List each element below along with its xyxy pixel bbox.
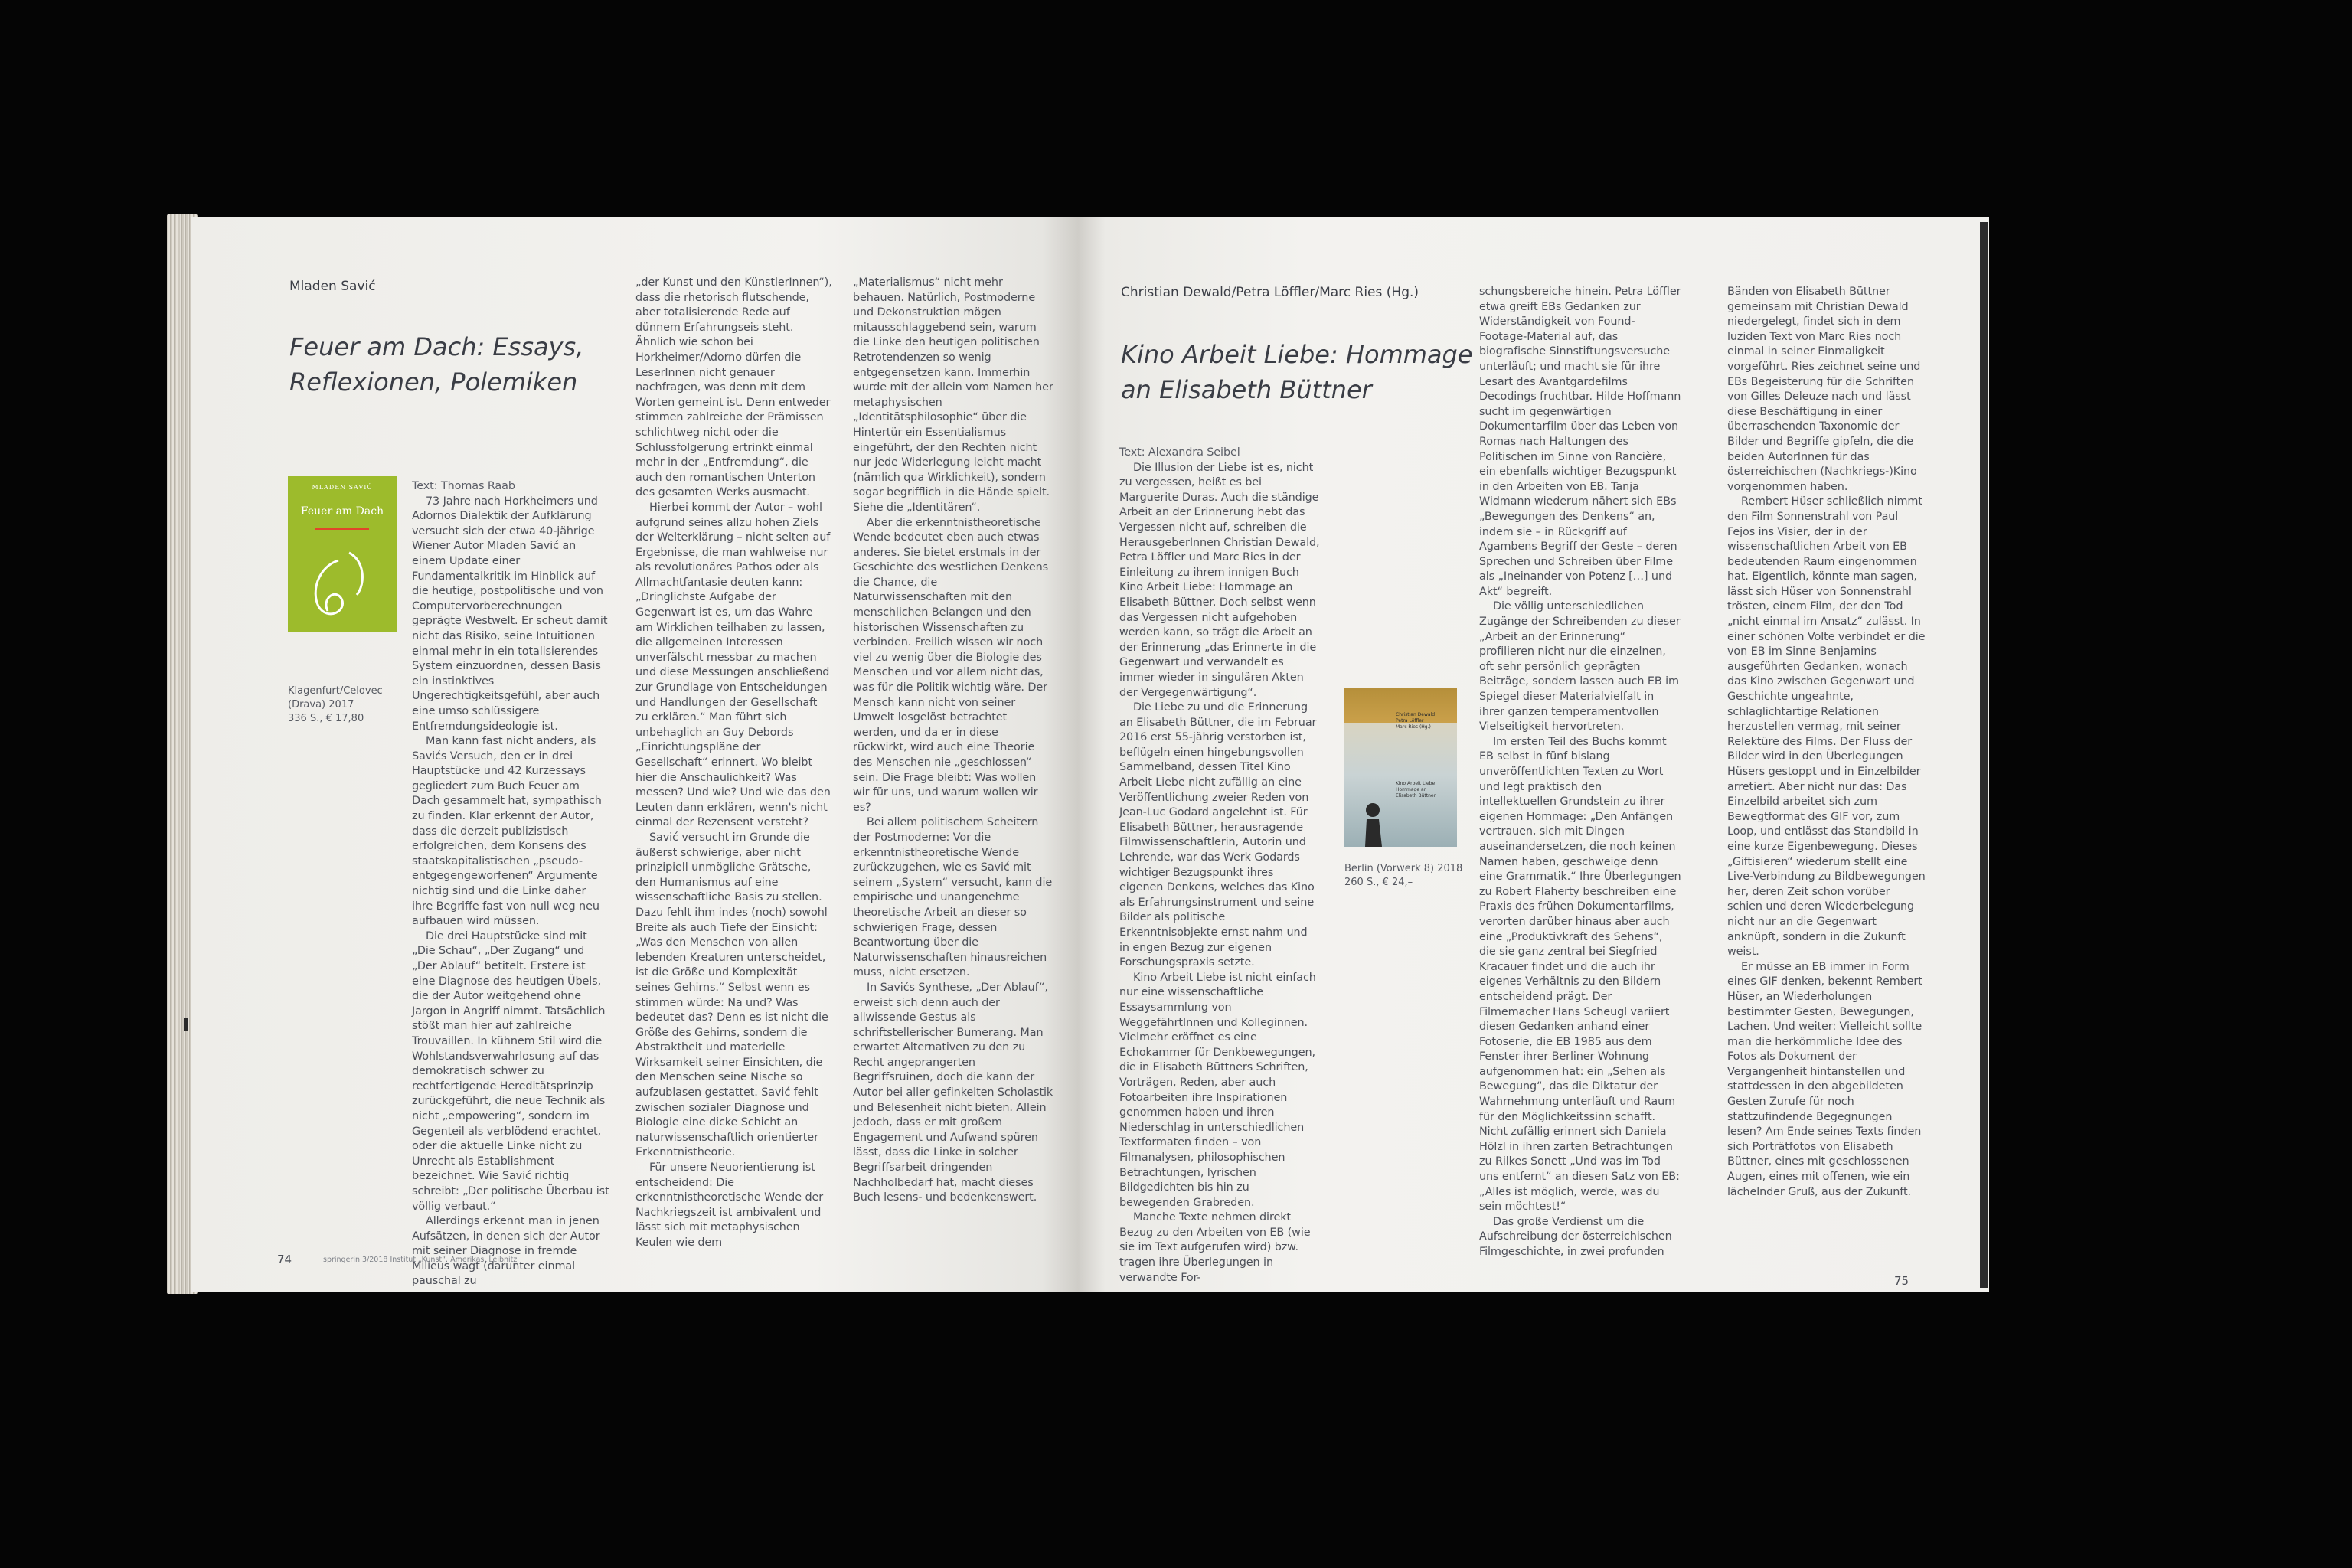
paragraph: Rembert Hüser schließlich nimmt den Film Sonnenstrahl von Paul Fejos ins Visier, der in der wissenschaftlichen Arbeit von EB bedeutenden Raum eingenommen hat. Eigentlich, könnte man sagen, lässt sich Hüser von Sonnenstrahl trösten, einem Film, der den Tod „nicht einmal im Ansatz“ zulässt. In einer schönen Volte verbindet er die von EB im Sinne Benjamins ausgeführten Gedanken, wonach das Kino zwischen Gegenwart und Geschichte ungeahnte, schlaglichtartige Relationen herzustellen vermag, mit seiner Relektüre des Films. Der Fluss der Bilder wird in den Überlegungen Hüsers gestoppt und in Einzelbilder arretiert. Aber nicht nur das: Das Einzelbild arbeitet sich zum Bewegtformat des GIF vor, zum Loop, und entlässt das Standbild in eine kurze Eigenbewegung. Dieses „Giftisieren“ wiederum stellt eine Live-Verbindung zu Bildbewegungen her, deren Zeit schon vorüber schien und deren Wiederbelegung nicht nur an die Gegenwart anknüpft, sondern in die Zukunft weist. [1727,495,1926,959]
review-author-left: Mladen Savić [289,279,376,294]
review-title-left-line1: Feuer am Dach: Essays, [289,332,584,361]
paragraph: In Savićs Synthese, „Der Ablauf“, erweist sich denn auch der allwissende Gestus als schriftstellerischer Bumerang. Man erwartet Alternativen zu den zu Recht angeprangerten Begriffsruinen, doch die kann der Autor bei aller gefinkelten Scholastik und Belesenheit nicht bieten. Allein jedoch, dass er mit großem Engagement und Aufwand spüren lässt, dass die Linke in solcher Begriffsarbeit dringenden Nachholbedarf hat, macht dieses Buch lesens- und bedenkenswert. [853,981,1054,1204]
cover-author: MLADEN SAVIĆ [312,484,373,491]
review-title-left [289,329,583,400]
page-tab-mark [184,1018,188,1031]
paragraph: Die völlig unterschiedlichen Zugänge der Schreibenden zu dieser „Arbeit an der Erinnerung“ profilieren nicht nur die einzelnen, oft sehr persönlich geprägten Beiträge, sondern lassen auch EB im Spiegel dieser Materialvielfalt in ihrer ganzen temperamentvollen Vielseitigkeit hervortreten. [1479,600,1681,733]
paragraph: Allerdings erkennt man in jenen Aufsätzen, in denen sich der Autor mit seiner Diagnose in fremde Milieus wagt (darunter einmal pauschal zu [412,1215,600,1288]
caption-line: 260 S., € 24,– [1344,877,1413,888]
paragraph: Im ersten Teil des Buchs kommt EB selbst in fünf bislang unveröffentlichten Texten zu Wort und legt praktisch den intellektuellen Grundstein zu ihrer eigenen Hommage: „Den Anfängen vertrauen, sich mit Dingen auseinandersetzen, die noch keinen Namen haben, geschweige denn eine Grammatik.“ Ihre Überlegungen zu Robert Flaherty beschreiben eine Praxis des frühen Dokumentarfilms, verorten darüber hinaus aber auch eine „Produktivkraft des Sehens“, die sie ganz zentral bei Siegfried Kracauer findet und die auch ihr eigenes Verhältnis zu den Bildern entscheidend prägt. Der Filmemacher Hans Scheugl variiert diesen Gedanken anhand einer Fotoserie, die EB 1985 aus dem Fenster ihrer Berliner Wohnung aufgenommen hat: ein „Sehen als Bewegung“, das die Diktatur der Wahrnehmung unterläuft und Raum für den Möglichkeitssinn schafft. Nicht zufällig erinnert sich Daniela Hölzl in ihren zarten Betrachtungen zu Rilkes Sonett „Und was im Tod uns entfernt“ an diesen Satz von EB: „Alles ist möglich, werde, was du sein möchtest!“ [1479,735,1681,1214]
caption-line: Klagenfurt/Celovec [288,685,383,697]
page-number-left: 74 [277,1253,292,1266]
caption-line: (Drava) 2017 [288,699,354,710]
paragraph: Die drei Hauptstücke sind mit „Die Schau“, „Der Zugang“ und „Der Ablauf“ betitelt. Erstere ist eine Diagnose des heutigen Übels, die der Autor weitgehend ohne Jargon in Angriff nimmt. Tatsächlich stößt man hier auf zahlreiche Trouvaillen. In kühnem Stil wird die Wohlstandsverwahrlosung auf das demokratisch schwer zu rechtfertigende Hereditätsprinzip zurückgeführt, die neue Technik als nicht „empowering“, sondern im Gegenteil als verblödend erachtet, oder die aktuelle Linke nicht zu Unrecht als Establishment bezeichnet. Wie Savić richtig schreibt: „Der politische Überbau ist völlig verbaut.“ [412,929,609,1213]
review-title-right [1121,337,1473,407]
cover-line: Elisabeth Büttner [1396,793,1436,799]
cover-figure-icon [1344,688,1457,847]
paragraph: Aber die erkenntnistheoretische Wende bedeutet eben auch etwas anderes. Sie bietet erstmals in der Geschichte des westlichen Denkens die Chance, die Naturwissenschaften mit den menschlichen Belangen und den historischen Wissenschaften zu verbinden. Freilich wissen wir noch viel zu wenig über die Biologie des Menschen und vor allem nicht das, was für die Politik wichtig wäre. Der Mensch kann nicht von seiner Umwelt losgelöst betrachtet werden, und da er in diese rückwirkt, wird auch eine Theorie des Menschen nie „geschlossen“ sein. Die Frage bleibt: Was wollen wir für uns, und warum wollen wir es? [853,516,1049,814]
paragraph: Das große Verdienst um die Aufschreibung der österreichischen Filmgeschichte, in zwei profunden [1479,1215,1672,1258]
book-cover-left [288,476,397,632]
paragraph: Man kann fast nicht anders, als Savićs Versuch, den er in drei Hauptstücke und 42 Kurzessays gegliedert zum Buch Feuer am Dach gesammelt hat, sympathisch zu finden. Klar erkennt der Autor, dass die derzeit publizistisch erfolgreichen, dem Konsens des staatskapitalistischen „pseudo-entgegengeworfenen“ Argumente nichtig sind und die Linke daher ihre Begriffe fast von null weg neu aufbauen wird müssen. [412,735,602,928]
page-number-right: 75 [1894,1274,1909,1288]
book-caption-left [288,684,383,726]
paragraph: Kino Arbeit Liebe ist nicht einfach nur eine wissenschaftliche Essaysammlung von WeggefährtInnen und Kolleginnen. Vielmehr eröffnet es eine Echokammer für Denkbewegungen, die in Elisabeth Büttners Schriften, Vorträgen, Reden, aber auch Fotoarbeiten ihre Inspirationen genommen haben und ihren Niederschlag in unterschiedlichen Textformaten finden – von Filmanalysen, philosophischen Betrachtungen, lyrischen Bildgedichten bis hin zu bewegenden Grabreden. [1119,971,1316,1209]
text-column-left-2 [635,276,833,1249]
paragraph: Bei allem politischem Scheitern der Postmoderne: Vor die erkenntnistheoretische Wende zurückzugehen, wie es Savić mit seinem „System“ versucht, kann die empirische und unangenehme theoretische Arbeit an dieser so schwierigen Frage, dessen Beantwortung über die Naturwissenschaften hinausreichen muss, nicht ersetzen. [853,816,1053,979]
text-column-right-1 [1119,446,1320,1284]
paragraph: Savić versucht im Grunde die äußerst schwierige, aber nicht prinzipiell unmögliche Grätsche, den Humanismus auf eine wissenschaftliche Basis zu stellen. Dazu fehlt ihm indes (noch) sowohl Breite als auch Tiefe der Einsicht: „Was den Menschen von allen lebenden Kreaturen unterscheidet, ist die Größe und Komplexität seines Gehirns.“ Selbst wenn es stimmen würde: Na und? Was bedeutet das? Denn es ist nicht die Größe des Gehirns, sondern die Abstraktheit und materielle Wirksamkeit seiner Einsichten, die den Menschen seine Nische so aufzublasen gestattet. Savić fehlt zwischen sozialer Diagnose und Biologie eine dicke Schicht an naturwissenschaftlich orientierter Erkenntnistheorie. [635,831,828,1159]
cover-title: Feuer am Dach [300,505,384,518]
review-title-right-line2: an Elisabeth Büttner [1121,375,1372,404]
credit: Text: Alexandra Seibel [1119,446,1240,459]
paragraph: Die Illusion der Liebe ist es, nicht zu vergessen, heißt es bei Marguerite Duras. Auch die ständige Arbeit an der Erinnerung hebt das Vergessen nicht auf, schreiben die HerausgeberInnen Christian Dewald, Petra Löffler und Marc Ries in der Einleitung zu ihrem innigen Buch Kino Arbeit Liebe: Hommage an Elisabeth Büttner. Doch selbst wenn das Vergessen nicht aufgehoben werden kann, so trägt die Arbeit an der Erinnerung „das Erinnerte in die Gegenwart und verwandelt es immer wieder in singulären Akten der Vergegenwärtigung“. [1119,461,1320,699]
cover-line: Petra Löffler [1396,718,1424,724]
review-title-right-line1: Kino Arbeit Liebe: Hommage [1121,340,1473,369]
review-title-left-line2: Reflexionen, Polemiken [289,368,578,397]
footer-note-left: springerin 3/2018 Institut „Kunst“. Amerikas, Leibnitz [323,1256,518,1264]
text-column-right-3 [1727,285,1928,1198]
text-column-right-2 [1479,285,1681,1258]
paragraph: Hierbei kommt der Autor – wohl aufgrund seines allzu hohen Ziels der Welterklärung – nicht selten auf Ergebnisse, die man wahlweise nur als revolutionäres Pathos oder als Allmachtfantasie deuten kann: „Dringlichste Aufgabe der Gegenwart ist es, um das Wahre am Wirklichen teilhaben zu lassen, die allgemeinen Interessen unverfälscht messbar zu machen und diese Messungen anschließend zur Grundlage von Entscheidungen und Handlungen der Gesellschaft zu erklären.“ Man führt sich unbehaglich an Guy Debords „Einrichtungspläne der Gesellschaft“ erinnert. Wo bleibt hier die Anschaulichkeit? Was messen? Und wie? Und wie das den Leuten dann erklären, wenn's nicht einmal der Rezensent versteht? [635,501,831,829]
paragraph: Er müsse an EB immer in Form eines GIF denken, bekennt Rembert Hüser, an Wiederholungen bestimmter Gesten, Bewegungen, Lachen. Und weiter: Vielleicht sollte man die herkömmliche Idee des Fotos als Dokument der Vergangenheit hintanstellen und stattdessen in den abgebildeten Gesten Zurufe für noch stattzufindende Begegnungen lesen? Am Ende seines Texts finden sich Porträtfotos von Elisabeth Büttner, eines mit geschlossenen Augen, eines mit offenen, wie ein lächelnder Gruß, aus der Zukunft. [1727,960,1922,1198]
book-caption-right [1344,862,1462,890]
paragraph: schungsbereiche hinein. Petra Löffler etwa greift EBs Gedanken zur Widerständigkeit von Found-Footage-Material auf, das biografische Sinnstiftungsversuche unterläuft; und macht sie für ihre Lesart des Avantgardefilms Decodings fruchtbar. Hilde Hoffmann sucht im gegenwärtigen Dokumentarfilm über das Leben von Romas nach Haltungen des Politischen im Sinne von Rancière, ein ebenfalls wichtiger Bezugspunkt in den Arbeiten von EB. Tanja Widmann wiederum nähert sich EBs „Bewegungen des Denkens“ an, indem sie – in Rückgriff auf Agambens Begriff der Geste – deren Sprechen und Schreiben über Filme als „Ineinander von Potenz […] und Akt“ begreift. [1479,286,1681,598]
review-author-right: Christian Dewald/Petra Löffler/Marc Ries (Hg.) [1121,285,1419,300]
caption-line: Berlin (Vorwerk 8) 2018 [1344,863,1463,874]
paragraph: 73 Jahre nach Horkheimers und Adornos Dialektik der Aufklärung versucht sich der etwa 40-jährige Wiener Autor Mladen Savić an einem Update einer Fundamentalkritik im Hinblick auf die heutige, postpolitische und von Computervorberechnungen geprägte Westwelt. Er scheut damit nicht das Risiko, seine Intuitionen einmal mehr in ein totalisierendes System einzuordnen, dessen Basis ein instinktives Ungerechtigkeitsgefühl, aber auch eine umso schlüssigere Entfremdungsideologie ist. [412,495,608,733]
cover-line: Kino Arbeit Liebe [1396,781,1436,786]
paragraph: „der Kunst und den KünstlerInnen“), dass die rhetorisch flutschende, aber totalisierende Rede auf dünnem Erfahrungseis steht. Ähnlich wie schon bei Horkheimer/Adorno dürfen die LeserInnen nicht genauer nachfragen, was denn mit dem Worten gemeint ist. Denn entweder stimmen zahlreiche der Prämissen schlichtweg nicht oder die Schlussfolgerung ertrinkt einmal mehr in der „Entfremdung“, die auch den romantischen Unterton des gesamten Werks ausmacht. [635,276,832,499]
cover-line: Christian Dewald [1396,712,1436,717]
cover-line: Marc Ries (Hg.) [1396,724,1431,730]
cover-squiggle-icon [288,476,397,632]
paragraph: Manche Texte nehmen direkt Bezug zu den Arbeiten von EB (wie sie im Text aufgerufen wird) bzw. tragen ihre Überlegungen in verwandte For- [1119,1211,1311,1284]
cover-line: Hommage an [1396,787,1427,792]
paragraph: Bänden von Elisabeth Büttner gemeinsam mit Christian Dewald niedergelegt, findet sich in dem luziden Text von Marc Ries noch einmal in seiner Einmaligkeit vorgeführt. Ries zeichnet seine und EBs Begeisterung für die Schriften von Gilles Deleuze nach und lässt diese Beschäftigung in einer überraschenden Taxonomie der Bilder und Begriffe gipfeln, die die beiden AutorInnen für das österreichischen (Nachkriegs-)Kino vorgenommen haben. [1727,286,1921,493]
paragraph: „Materialismus“ nicht mehr behauen. Natürlich, Postmoderne und Dekonstruktion mögen mitausschlaggebend sein, warum die Linke den heutigen politischen Retrotendenzen so wenig entgegensetzen kann. Immerhin wurde mit der allein vom Namen her metaphysischen „Identitätsphilosophie“ über die Hintertür ein Essentialismus eingeführt, der den Rechten nicht nur jede Widerlegung leicht macht (nämlich qua Wirklichkeit), sondern sogar begrifflich in die Hände spielt. Siehe die „Identitären“. [853,276,1054,514]
credit: Text: Thomas Raab [412,480,515,492]
caption-line: 336 S., € 17,80 [288,713,364,724]
paragraph: Für unsere Neuorientierung ist entscheidend: Die erkenntnistheoretische Wende der Nachkriegszeit ist ambivalent und lässt sich mit metaphysischen Keulen wie dem [635,1161,824,1249]
text-column-left-3 [853,276,1054,1204]
book-back-edge [1980,222,1988,1288]
paragraph: Die Liebe zu und die Erinnerung an Elisabeth Büttner, die im Februar 2016 erst 55-jährig verstorben ist, beflügeln einen hingebungsvollen Sammelband, dessen Titel Kino Arbeit Liebe nicht zufällig an eine Veröffentlichung zweier Reden von Jean-Luc Godard angelehnt ist. Für Elisabeth Büttner, herausragende Filmwissenschaftlerin, Autorin und Lehrende, war das Werk Godards wichtiger Bezugspunkt ihres eigenen Denkens, welches das Kino als Erfahrungsinstrument und seine Bilder als politische Erkenntnisobjekte ernst nahm und in engen Bezug zur eigenen Forschungspraxis setzte. [1119,701,1317,969]
book-cover-right [1344,688,1457,847]
